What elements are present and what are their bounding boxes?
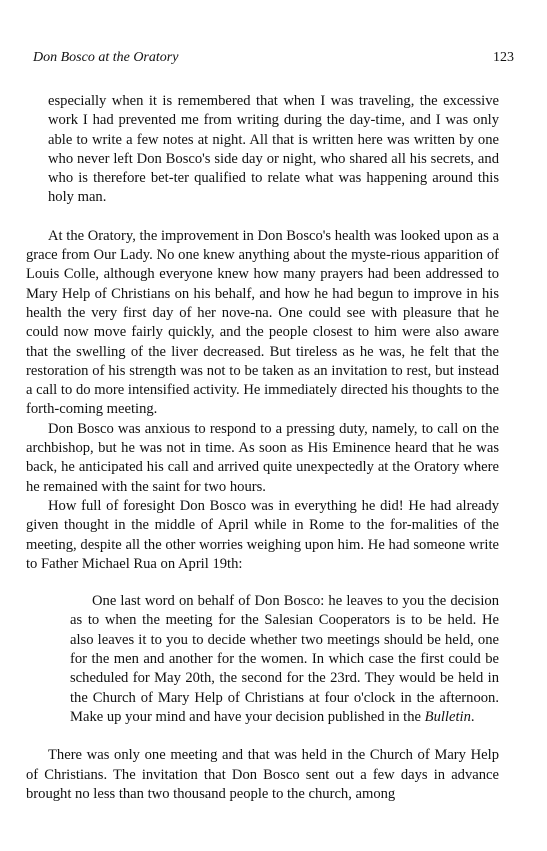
paragraph: At the Oratory, the improvement in Don Bosco's health was looked upon as a grace from Our Lady. No one knew anything about the myste-rious apparition of Louis Colle, although everyone knew how many prayers had been addressed to Mary Help of Christians on his behalf, and how he had begun to improve in his health the very first day of her nove-na. One could see with pleasure that he could now move fairly quickly, and the people closest to him were also aware that the swelling of the liver decreased. But tireless as he was, he felt that the restoration of his strength was not to be taken as an invitation to rest, but instead a call to do more intensified activity. He immediately directed his thoughts to the forth-coming meeting. bbox=[26, 227, 499, 418]
bulletin-italic: Bulletin bbox=[424, 708, 471, 725]
page-number: 123 bbox=[493, 50, 514, 65]
quote-period: . bbox=[470, 708, 475, 725]
block-quote bbox=[70, 592, 499, 727]
block-quote-text: One last word on behalf of Don Bosco: he leaves to you the decision as to when the meeting for the Salesian Cooperators is to be held. He also leaves it to you to decide whether two meetings should be held, one for the men and another for the women. In which case the first could be scheduled for May 20th, the second for the 23rd. They would be held in the Church of Mary Help of Christians at four o'clock in the afternoon. Make up your mind and have your decision published in the bbox=[70, 593, 499, 725]
page-header bbox=[33, 50, 514, 70]
running-head: Don Bosco at the Oratory bbox=[33, 50, 179, 65]
paragraph: Don Bosco was anxious to respond to a pressing duty, namely, to call on the archbishop, but he was not in time. As soon as His Eminence heard that he was back, he anticipated his call and arrived quite unexpectedly at the Oratory where he remained with the saint for two hours. bbox=[26, 420, 499, 495]
paragraph: There was only one meeting and that was held in the Church of Mary Help of Christians. The invitation that Don Bosco sent out a few days in advance brought no less than two thousand people to the church, among bbox=[26, 747, 499, 802]
block-quote-continued: especially when it is remembered that when I was traveling, the excessive work I had prevented me from writing during the day-time, and I was only able to write a few notes at night. All that is written here was written by one who never left Don Bosco's side day or night, who shared all his secrets, and who is therefore bet-ter qualified to relate what was happening around this holy man. bbox=[48, 93, 499, 206]
page-body bbox=[26, 92, 499, 804]
paragraph: How full of foresight Don Bosco was in everything he did! He had already given thought in the middle of April while in Rome to the for-malities of the meeting, despite all the other worries weighing upon him. He had someone write to Father Michael Rua on April 19th: bbox=[26, 497, 499, 572]
